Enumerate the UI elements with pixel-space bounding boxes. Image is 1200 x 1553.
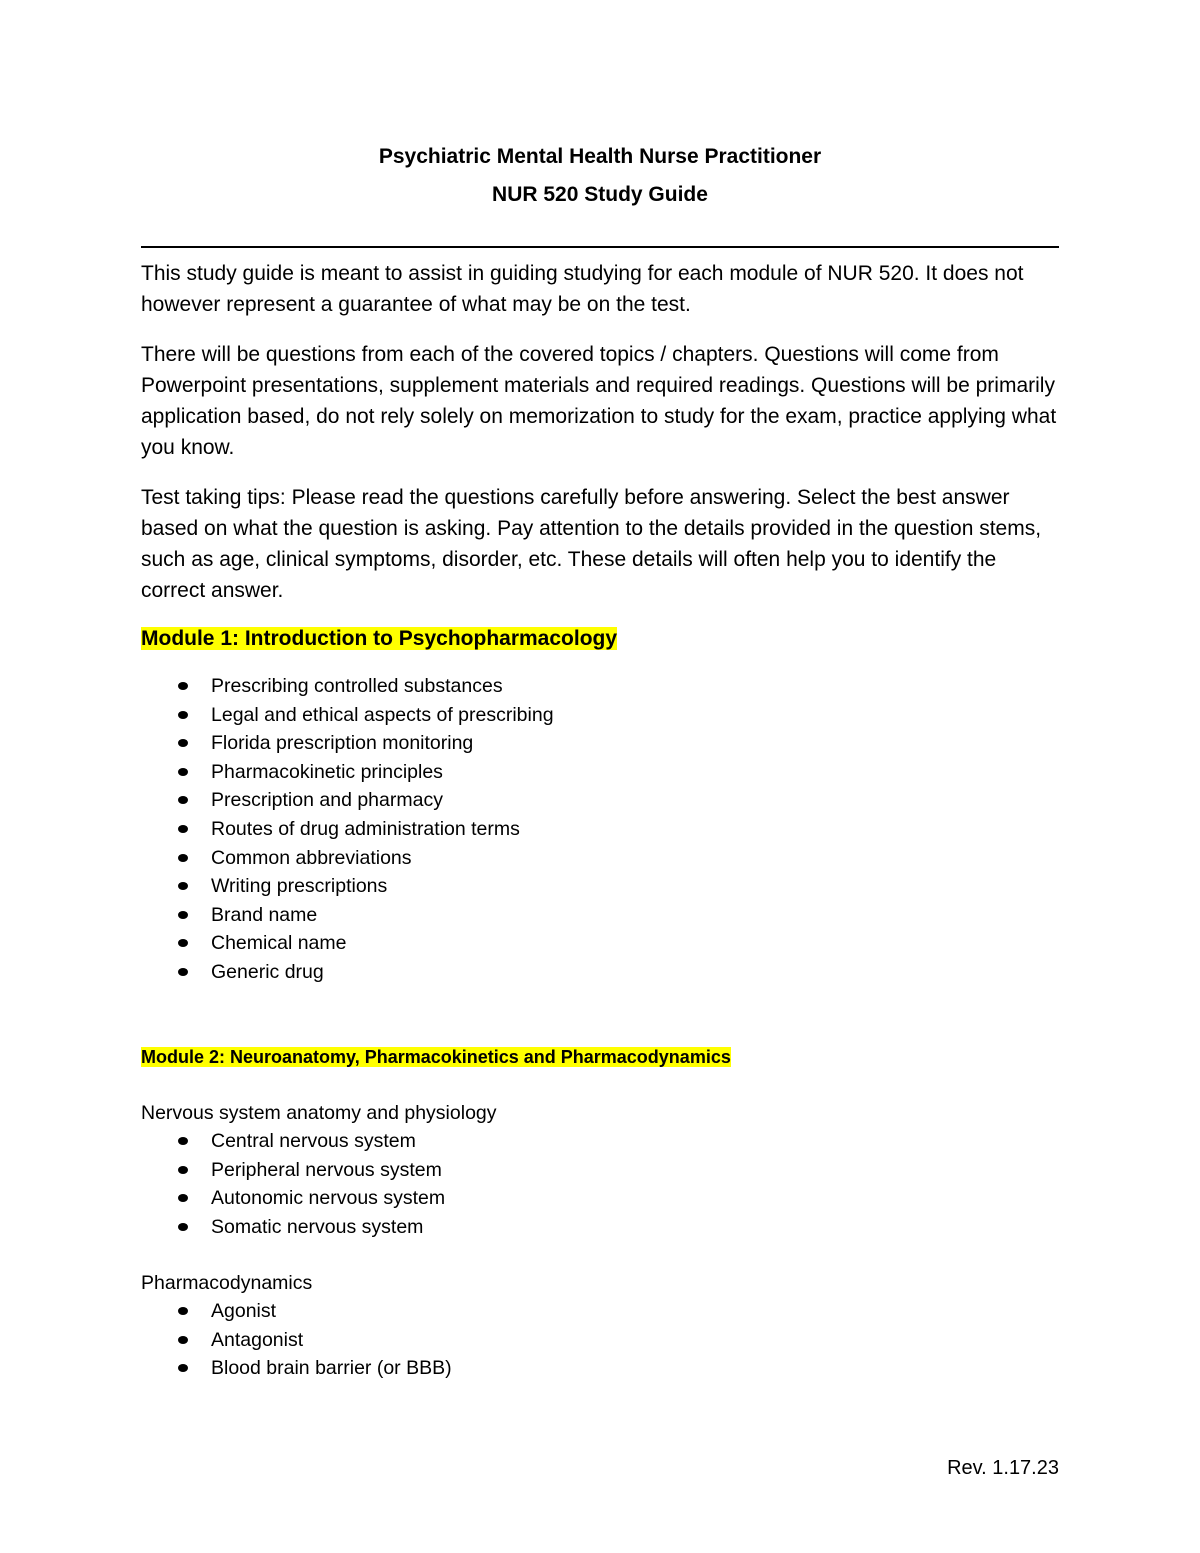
- list-item-text: Chemical name: [211, 932, 347, 955]
- bullet-icon: [178, 1307, 188, 1315]
- list-item: [141, 758, 1059, 787]
- bullet-icon: [178, 768, 188, 776]
- module-2-heading: [141, 1044, 1059, 1070]
- nervous-system-list: [141, 1127, 1059, 1241]
- nervous-system-subheading: Nervous system anatomy and physiology: [141, 1101, 497, 1124]
- bullet-icon: [178, 1336, 188, 1344]
- list-item: [141, 1326, 1059, 1355]
- list-item-text: Central nervous system: [211, 1130, 416, 1153]
- list-item: [141, 901, 1059, 930]
- pharmacodynamics-subheading: Pharmacodynamics: [141, 1271, 313, 1294]
- list-item-text: Pharmacokinetic principles: [211, 760, 443, 783]
- list-item: [141, 929, 1059, 958]
- list-item: [141, 672, 1059, 701]
- list-item: [141, 1297, 1059, 1326]
- intro-paragraph-2: There will be questions from each of the covered topics / chapters. Questions will come from Powerpoint presentations, supplement materials and required readings. Questions will be primarily application based, do not rely solely on memorization to study for the exam, practice applying what you know.: [141, 343, 1057, 459]
- list-item-text: Common abbreviations: [211, 846, 412, 869]
- bullet-icon: [178, 1223, 188, 1231]
- list-item: [141, 844, 1059, 873]
- bullet-icon: [178, 739, 188, 747]
- bullet-icon: [178, 882, 188, 890]
- bullet-icon: [178, 711, 188, 719]
- bullet-icon: [178, 682, 188, 690]
- list-item-text: Brand name: [211, 903, 318, 926]
- document-subtitle: NUR 520 Study Guide: [492, 183, 708, 206]
- bullet-icon: [178, 854, 188, 862]
- list-item-text: Somatic nervous system: [211, 1215, 424, 1238]
- list-item: [141, 1213, 1059, 1242]
- module-2-heading-text: Module 2: Neuroanatomy, Pharmacokinetics and Pharmacodynamics: [141, 1046, 731, 1067]
- list-item: [141, 786, 1059, 815]
- list-item-text: Routes of drug administration terms: [211, 817, 520, 840]
- module-1-heading: [141, 625, 1059, 653]
- bullet-icon: [178, 825, 188, 833]
- module-1-heading-text: Module 1: Introduction to Psychopharmacology: [141, 627, 618, 650]
- bullet-icon: [178, 796, 188, 804]
- list-item-text: Writing prescriptions: [211, 875, 388, 898]
- module-1-topic-list: [141, 672, 1059, 987]
- revision-footer: Rev. 1.17.23: [947, 1457, 1059, 1479]
- bullet-icon: [178, 968, 188, 976]
- list-item: [141, 815, 1059, 844]
- list-item-text: Agonist: [211, 1300, 277, 1323]
- bullet-icon: [178, 911, 188, 919]
- bullet-icon: [178, 1137, 188, 1145]
- bullet-icon: [178, 1194, 188, 1202]
- list-item: [141, 1184, 1059, 1213]
- list-item-text: Peripheral nervous system: [211, 1158, 442, 1181]
- list-item-text: Blood brain barrier (or BBB): [211, 1357, 452, 1380]
- intro-paragraph-1: This study guide is meant to assist in guiding studying for each module of NUR 520. It does not however represent a guarantee of what may be on the test.: [141, 262, 1024, 316]
- list-item: [141, 1156, 1059, 1185]
- list-item-text: Legal and ethical aspects of prescribing: [211, 703, 554, 726]
- bullet-icon: [178, 1166, 188, 1174]
- list-item: [141, 872, 1059, 901]
- intro-paragraph-3: Test taking tips: Please read the questions carefully before answering. Select the best answer based on what the question is asking. Pay attention to the details provided in the question stems, such as age, clinical symptoms, disorder, etc. These details will often help you to identify the correct answer.: [141, 486, 1042, 602]
- horizontal-rule: [141, 246, 1059, 248]
- list-item-text: Generic drug: [211, 960, 324, 983]
- list-item: [141, 701, 1059, 730]
- list-item: [141, 1127, 1059, 1156]
- page-content: [141, 140, 1059, 1383]
- bullet-icon: [178, 939, 188, 947]
- pharmacodynamics-list: [141, 1297, 1059, 1383]
- bullet-icon: [178, 1364, 188, 1372]
- list-item-text: Prescribing controlled substances: [211, 675, 503, 697]
- list-item: [141, 1354, 1059, 1383]
- list-item: [141, 729, 1059, 758]
- list-item-text: Prescription and pharmacy: [211, 789, 443, 812]
- document-title: Psychiatric Mental Health Nurse Practitioner: [378, 145, 822, 168]
- list-item: [141, 958, 1059, 987]
- list-item-text: Antagonist: [211, 1328, 304, 1351]
- list-item-text: Autonomic nervous system: [211, 1187, 446, 1210]
- list-item-text: Florida prescription monitoring: [211, 732, 474, 755]
